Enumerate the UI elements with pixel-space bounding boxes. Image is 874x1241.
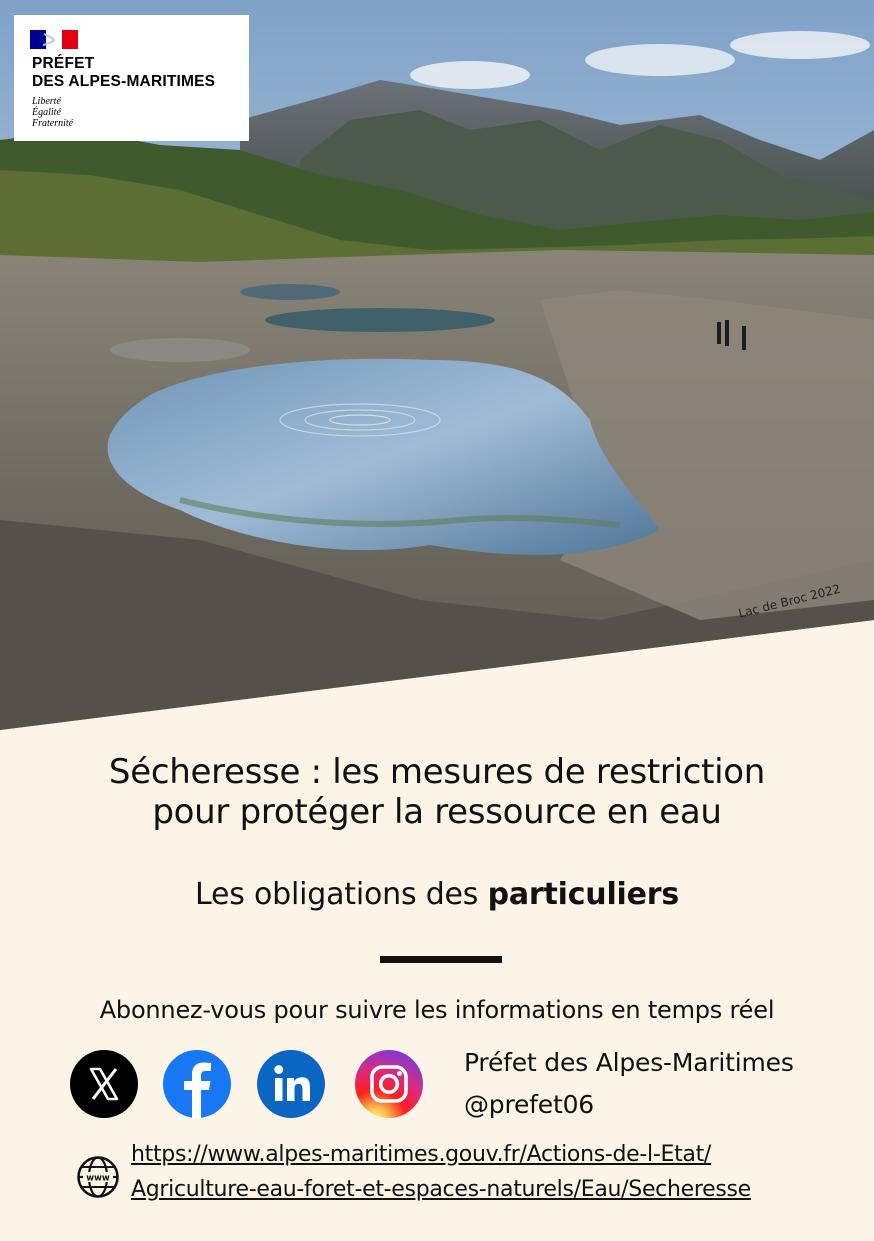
- logo-motto-liberte: Liberté: [32, 96, 61, 107]
- page-title-line2: pour protéger la ressource en eau: [152, 792, 722, 832]
- facebook-icon[interactable]: [163, 1050, 231, 1118]
- globe-icon: [76, 1155, 120, 1199]
- logo-title-line2: DES ALPES-MARITIMES: [32, 73, 216, 90]
- french-flag-icon: [30, 30, 78, 49]
- page-title-line1: Sécheresse : les mesures de restriction: [108, 752, 766, 792]
- subscribe-text: Abonnez-vous pour suivre les informations en temps réel: [99, 996, 775, 1024]
- account-name: Préfet des Alpes-Maritimes: [464, 1048, 794, 1077]
- subtitle-prefix: Les obligations des: [194, 877, 488, 912]
- logo-title-line1: PRÉFET: [32, 55, 95, 72]
- account-handle: @prefet06: [464, 1090, 594, 1119]
- photo-caption: Lac de Broc 2022: [737, 581, 842, 621]
- logo-motto-egalite: Égalité: [32, 107, 61, 118]
- prefecture-logo: [14, 15, 249, 141]
- subtitle-emphasis: particuliers: [487, 877, 680, 912]
- page-subtitle: [0, 877, 874, 912]
- website-link-line1[interactable]: https://www.alpes-maritimes.gouv.fr/Actions-de-l-Etat/: [131, 1142, 712, 1167]
- section-divider: [380, 956, 502, 963]
- x-icon[interactable]: [70, 1050, 138, 1118]
- instagram-icon[interactable]: [355, 1050, 423, 1118]
- logo-motto-fraternite: Fraternité: [32, 118, 74, 129]
- website-link-line2[interactable]: Agriculture-eau-foret-et-espaces-naturels/Eau/Secheresse: [131, 1177, 751, 1202]
- linkedin-icon[interactable]: [257, 1050, 325, 1118]
- svg-text:www: www: [86, 1173, 110, 1184]
